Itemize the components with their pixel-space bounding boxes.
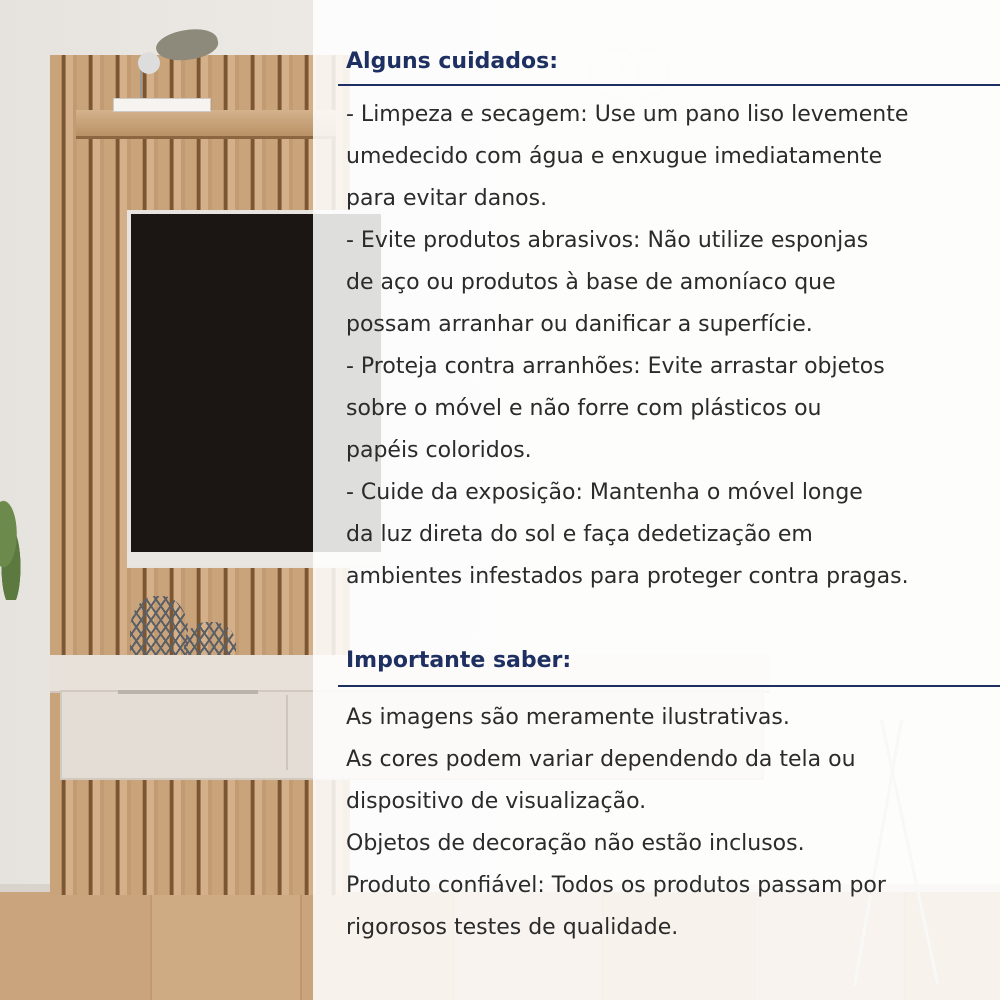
important-section-text <box>346 697 886 949</box>
wall-shelf <box>76 110 336 139</box>
important-line: Objetos de decoração não estão inclusos. <box>346 831 805 856</box>
drawer-handle <box>118 690 258 694</box>
care-line: ambientes infestados para proteger contra pragas. <box>346 564 909 589</box>
care-line: papéis coloridos. <box>346 438 532 463</box>
important-line: Produto confiável: Todos os produtos passam por <box>346 873 886 898</box>
books-decor <box>113 98 211 112</box>
important-section-title: Importante saber: <box>346 648 572 673</box>
care-section-divider <box>338 84 1000 86</box>
important-section-divider <box>338 685 1000 687</box>
plant <box>0 490 30 600</box>
care-section-text <box>346 94 909 598</box>
important-line: dispositivo de visualização. <box>346 789 647 814</box>
care-line: - Evite produtos abrasivos: Não utilize esponjas <box>346 228 869 253</box>
care-line: para evitar danos. <box>346 186 548 211</box>
sculpture-ball <box>138 52 160 74</box>
care-line: possam arranhar ou danificar a superfície. <box>346 312 813 337</box>
care-line: - Proteja contra arranhões: Evite arrastar objetos <box>346 354 885 379</box>
care-section-title: Alguns cuidados: <box>346 49 558 74</box>
rack-drawer <box>66 695 288 770</box>
important-line: rigorosos testes de qualidade. <box>346 915 679 940</box>
care-line: da luz direta do sol e faça dedetização em <box>346 522 813 547</box>
care-line: - Cuide da exposição: Mantenha o móvel longe <box>346 480 863 505</box>
care-line: - Limpeza e secagem: Use um pano liso levemente <box>346 102 909 127</box>
care-line: sobre o móvel e não forre com plásticos ou <box>346 396 822 421</box>
care-line: de aço ou produtos à base de amoníaco que <box>346 270 836 295</box>
important-line: As cores podem variar dependendo da tela ou <box>346 747 856 772</box>
important-line: As imagens são meramente ilustrativas. <box>346 705 790 730</box>
care-line: umedecido com água e enxugue imediatamente <box>346 144 883 169</box>
